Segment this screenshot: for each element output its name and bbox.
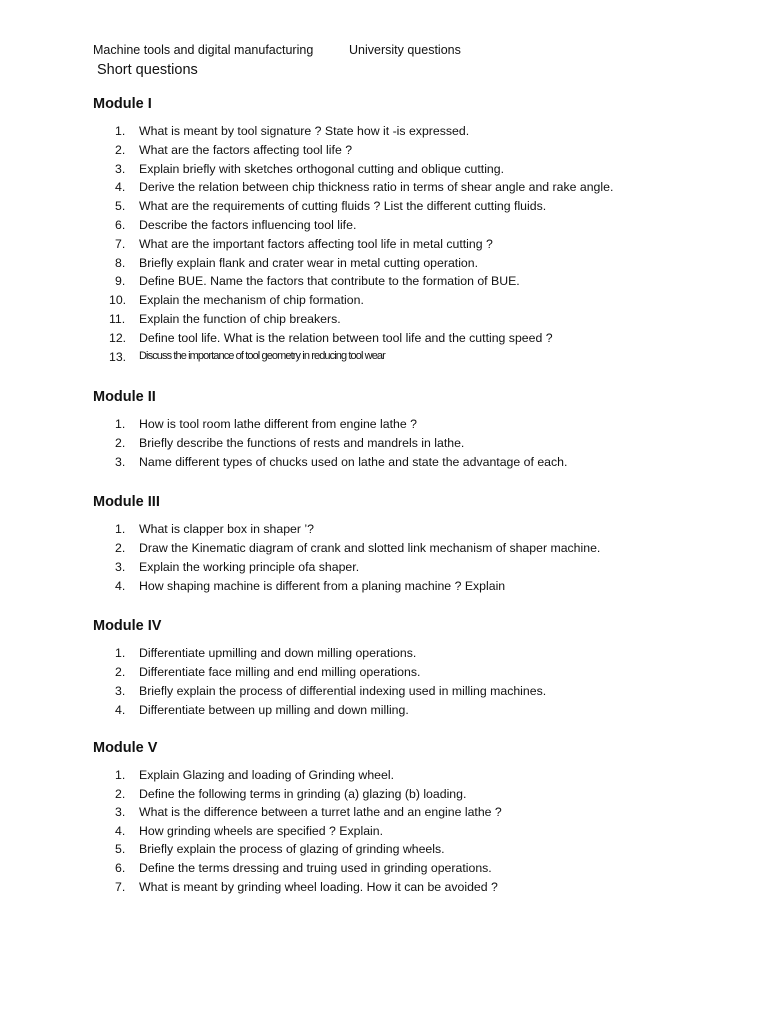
question-number: 6.: [115, 860, 126, 875]
list-item: [93, 861, 733, 880]
question-text: What is the difference between a turret lathe and an engine lathe ?: [139, 805, 502, 820]
question-number: 7.: [115, 879, 126, 894]
question-number: 1.: [115, 417, 126, 431]
list-item: [93, 199, 733, 218]
list-item: [93, 665, 733, 684]
list-item: [93, 256, 733, 275]
list-item: [93, 768, 733, 787]
list-item: [93, 579, 733, 598]
list-item: [93, 436, 733, 455]
question-number: 3.: [115, 560, 126, 574]
list-item: [93, 293, 733, 312]
question-text: Define tool life. What is the relation between tool life and the cutting speed ?: [139, 330, 553, 345]
question-text: Name different types of chucks used on lathe and state the advantage of each.: [139, 455, 568, 469]
question-text: Briefly explain the process of differential indexing used in milling machines.: [139, 684, 547, 698]
question-number: 4.: [115, 180, 126, 195]
list-item: [93, 787, 733, 806]
question-number: 1.: [115, 522, 126, 536]
question-number: 2.: [115, 142, 126, 157]
question-number: 5.: [115, 842, 126, 857]
question-text: What are the factors affecting tool life ?: [139, 142, 353, 157]
module-3: [93, 494, 733, 598]
question-number: 4.: [115, 579, 126, 593]
question-text: What are the important factors affecting tool life in metal cutting ?: [139, 236, 493, 251]
list-item: [93, 703, 733, 722]
question-list: [93, 417, 733, 474]
question-text: How is tool room lathe different from engine lathe ?: [139, 417, 417, 431]
module-5: [93, 740, 733, 898]
question-text: Explain the working principle ofa shaper.: [139, 560, 360, 574]
question-list: [93, 522, 733, 598]
module-title: Module I: [93, 96, 152, 112]
question-number: 2.: [115, 541, 126, 555]
list-item: [93, 560, 733, 579]
list-item: [93, 180, 733, 199]
list-item: [93, 541, 733, 560]
question-number: 4.: [115, 823, 126, 838]
question-number: 3.: [115, 161, 126, 176]
module-1: [93, 96, 733, 368]
module-title: Module II: [93, 389, 156, 405]
list-item: [93, 417, 733, 436]
question-text: Briefly explain the process of glazing of grinding wheels.: [139, 842, 445, 857]
question-number: 8.: [115, 255, 126, 270]
list-item: [93, 331, 733, 350]
list-item: [93, 880, 733, 899]
question-number: 2.: [115, 665, 126, 679]
question-text: Differentiate between up milling and down milling.: [139, 703, 409, 717]
list-item: [93, 237, 733, 256]
question-text: Define the terms dressing and truing used in grinding operations.: [139, 860, 492, 875]
question-number: 5.: [115, 199, 126, 214]
question-text: How shaping machine is different from a planing machine ? Explain: [139, 579, 506, 593]
question-text: What are the requirements of cutting fluids ? List the different cutting fluids.: [139, 199, 547, 214]
question-number: 3.: [115, 455, 126, 469]
question-number: 2.: [115, 436, 126, 450]
list-item: [93, 274, 733, 293]
question-number: 9.: [115, 274, 126, 289]
question-number: 1.: [115, 768, 126, 782]
document-header: [93, 43, 461, 57]
question-number: 10.: [109, 293, 127, 308]
list-item: [93, 522, 733, 541]
question-text: Explain the function of chip breakers.: [139, 311, 341, 326]
question-number: 12.: [109, 330, 127, 345]
question-number: 6.: [115, 217, 126, 232]
list-item: [93, 646, 733, 665]
module-2: [93, 389, 733, 474]
question-text: Draw the Kinematic diagram of crank and slotted link mechanism of shaper machine.: [139, 541, 601, 555]
list-item: [93, 218, 733, 237]
question-list: [93, 124, 733, 368]
module-title: Module IV: [93, 618, 162, 634]
question-number: 1.: [115, 124, 126, 138]
list-item: [93, 124, 733, 143]
module-title: Module V: [93, 740, 158, 756]
question-text: Discuss the importance of tool geometry in reducing tool wear: [139, 349, 385, 362]
question-text: What is meant by tool signature ? State how it -is expressed.: [139, 124, 470, 138]
list-item: [93, 143, 733, 162]
module-4: [93, 618, 733, 722]
list-item: [93, 684, 733, 703]
list-item: [93, 842, 733, 861]
list-item: [93, 805, 733, 824]
question-text: What is clapper box in shaper ’?: [139, 522, 314, 536]
question-text: What is meant by grinding wheel loading. How it can be avoided ?: [139, 879, 498, 894]
question-text: How grinding wheels are specified ? Explain.: [139, 823, 384, 838]
list-item: [93, 824, 733, 843]
question-text: Briefly describe the functions of rests and mandrels in lathe.: [139, 436, 465, 450]
question-number: 4.: [115, 703, 126, 717]
question-text: Differentiate upmilling and down milling operations.: [139, 646, 417, 660]
question-text: Describe the factors influencing tool life.: [139, 217, 357, 232]
course-title: Machine tools and digital manufacturing: [93, 43, 314, 57]
question-text: Define the following terms in grinding (a) glazing (b) loading.: [139, 786, 467, 801]
question-number: 11.: [109, 311, 126, 326]
list-item: [93, 312, 733, 331]
question-number: 3.: [115, 684, 126, 698]
question-number: 1.: [115, 646, 126, 660]
question-list: [93, 646, 733, 722]
question-text: Explain briefly with sketches orthogonal cutting and oblique cutting.: [139, 161, 505, 176]
question-list: [93, 768, 733, 898]
question-number: 3.: [115, 805, 126, 820]
question-number: 2.: [115, 786, 126, 801]
question-text: Derive the relation between chip thickness ratio in terms of shear angle and rake angle.: [139, 180, 614, 195]
question-number: 13.: [109, 349, 127, 364]
question-number: 7.: [115, 236, 126, 251]
question-text: Explain the mechanism of chip formation.: [139, 293, 364, 308]
list-item: [93, 350, 733, 369]
module-title: Module III: [93, 494, 160, 510]
question-text: Briefly explain flank and crater wear in metal cutting operation.: [139, 255, 479, 270]
question-text: Differentiate face milling and end milling operations.: [139, 665, 421, 679]
question-text: Define BUE. Name the factors that contribute to the formation of BUE.: [139, 274, 520, 289]
section-subtitle: Short questions: [97, 62, 198, 78]
question-text: Explain Glazing and loading of Grinding wheel.: [139, 768, 394, 782]
list-item: [93, 455, 733, 474]
list-item: [93, 162, 733, 181]
question-type: University questions: [349, 43, 461, 57]
